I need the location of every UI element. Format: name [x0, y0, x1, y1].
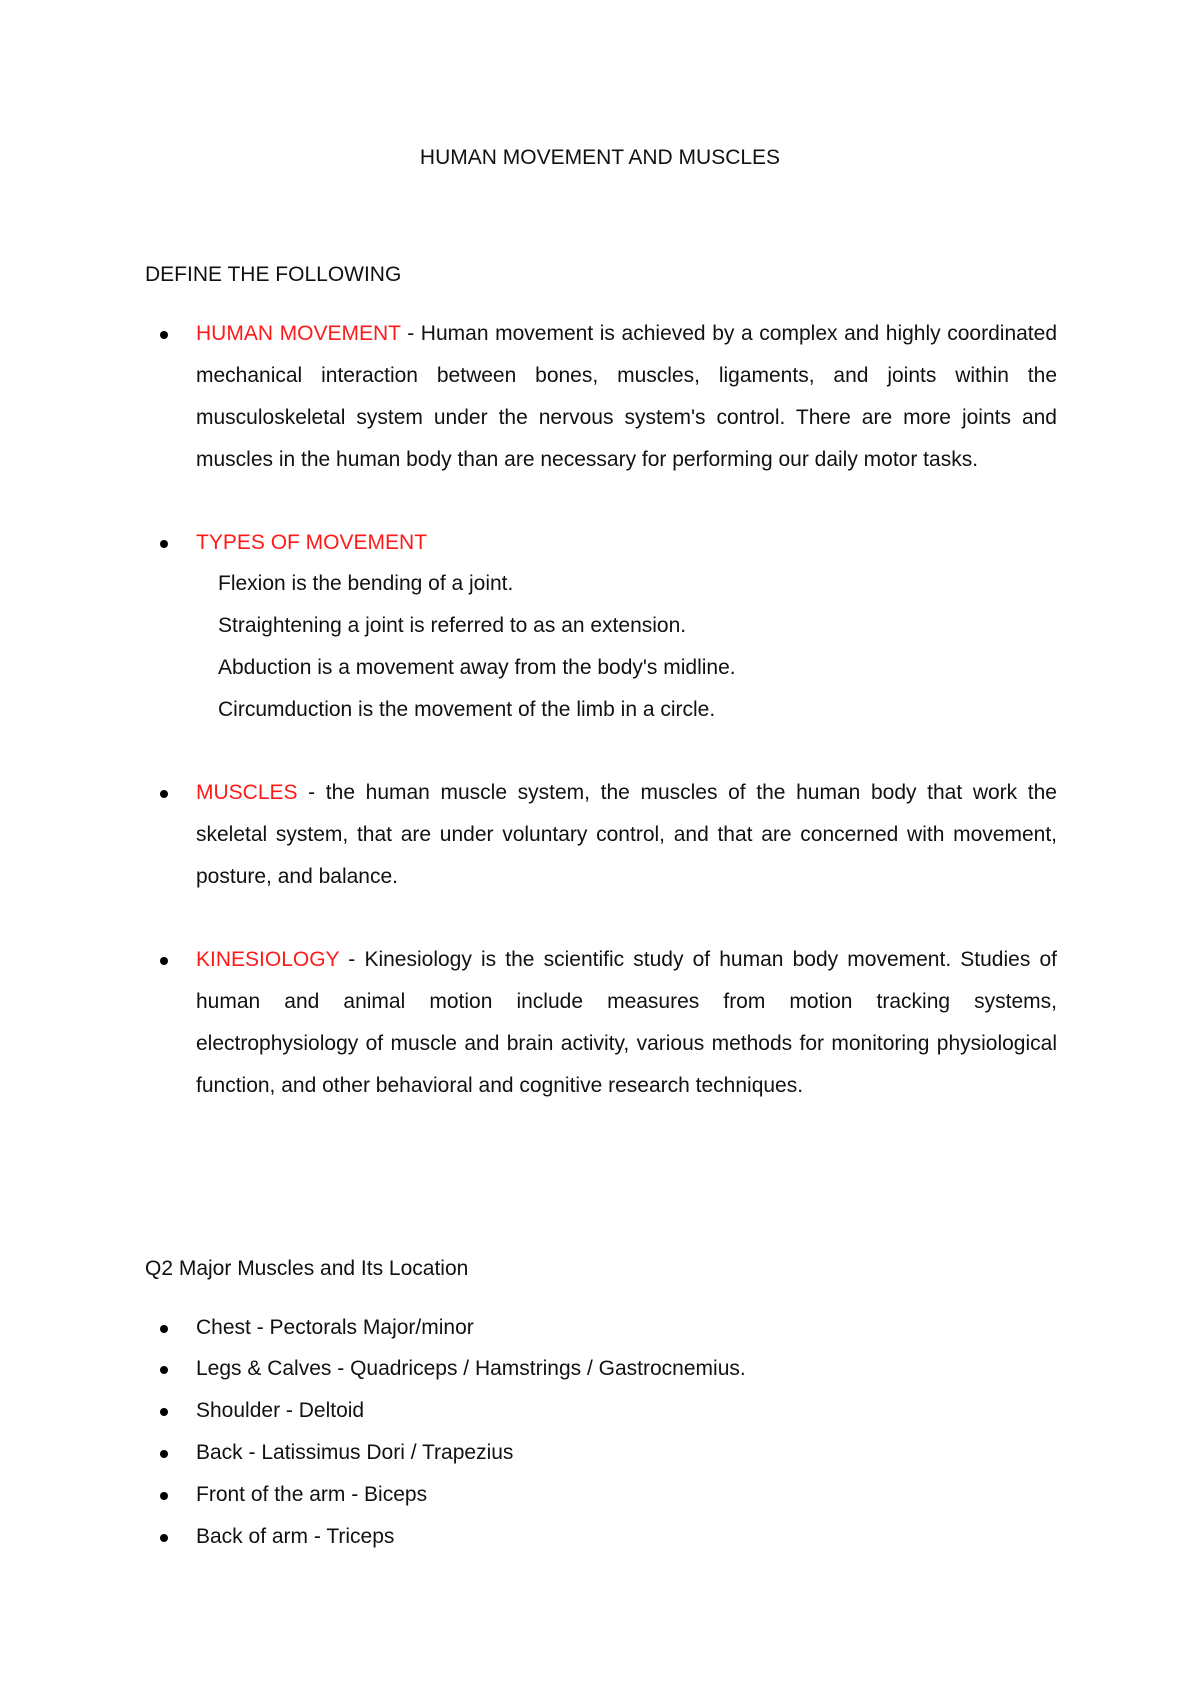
definition-text: - Kinesiology is the scientific study of human body movement. Studies of human and animal motion include measures from motion tracking systems, electrophysiology of muscle and brain activity, various methods for monitoring physiological function, and other behavioral and cognitive research techniques. — [196, 948, 1057, 1097]
movement-type: Circumduction is the movement of the limb in a circle. — [218, 698, 716, 721]
definition-text: - the human muscle system, the muscles of the human body that work the skeletal system, that are under voluntary control, and that are concerned with movement, posture, and balance. — [196, 781, 1057, 888]
muscle-text: Legs & Calves - Quadriceps / Hamstrings / Gastrocnemius. — [196, 1357, 746, 1380]
bullet-icon — [160, 1492, 168, 1500]
muscle-text: Shoulder - Deltoid — [196, 1399, 365, 1422]
bullet-icon — [160, 790, 168, 798]
term: KINESIOLOGY — [196, 948, 340, 971]
muscle-text: Back of arm - Triceps — [196, 1525, 395, 1548]
muscle-text: Chest - Pectorals Major/minor — [196, 1316, 474, 1339]
bullet-icon — [160, 1534, 168, 1542]
movement-type: Straightening a joint is referred to as an extension. — [218, 614, 687, 637]
muscle-list-item — [196, 1348, 1057, 1390]
term: MUSCLES — [196, 781, 298, 804]
definition-text: - Human movement is achieved by a complex and highly coordinated mechanical interaction between bones, muscles, ligaments, and joints within the musculoskeletal system under the nervous system's control. There are more joints and muscles in the human body than are necessary for performing our daily motor tasks. — [196, 322, 1057, 471]
definition-types-of-movement — [196, 522, 1057, 564]
term: TYPES OF MOVEMENT — [196, 531, 428, 554]
definition-muscles — [196, 772, 1057, 898]
muscle-list-item — [196, 1516, 1057, 1558]
section2-heading: Q2 Major Muscles and Its Location — [145, 1257, 469, 1280]
movement-type: Flexion is the bending of a joint. — [218, 572, 514, 595]
muscle-list-item — [196, 1474, 1057, 1516]
definition-kinesiology — [196, 939, 1057, 1107]
movement-type: Abduction is a movement away from the body's midline. — [218, 656, 736, 679]
bullet-icon — [160, 957, 168, 965]
bullet-icon — [160, 1408, 168, 1416]
muscle-list-item — [196, 1432, 1057, 1474]
muscle-text: Back - Latissimus Dori / Trapezius — [196, 1441, 514, 1464]
bullet-icon — [160, 1366, 168, 1374]
section1-heading: DEFINE THE FOLLOWING — [145, 263, 402, 286]
bullet-icon — [160, 1325, 168, 1333]
definition-human-movement — [196, 313, 1057, 481]
muscle-text: Front of the arm - Biceps — [196, 1483, 428, 1506]
muscle-list-item — [196, 1390, 1057, 1432]
muscle-list-item — [196, 1307, 1057, 1349]
bullet-icon — [160, 1450, 168, 1458]
term: HUMAN MOVEMENT — [196, 322, 401, 345]
bullet-icon — [160, 331, 168, 339]
bullet-icon — [160, 540, 168, 548]
document-title: HUMAN MOVEMENT AND MUSCLES — [419, 146, 781, 169]
